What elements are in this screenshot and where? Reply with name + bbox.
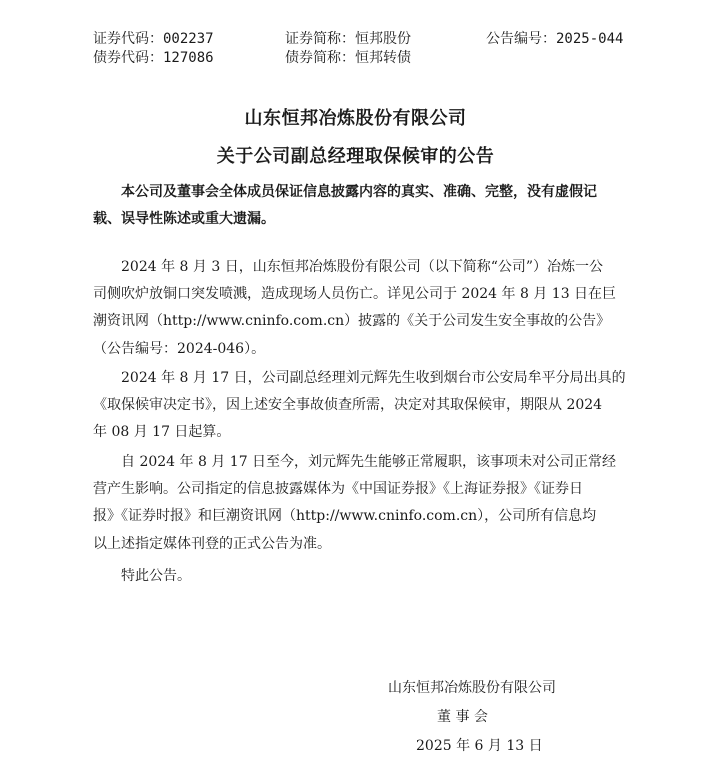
paragraph-line: 2024 年 8 月 3 日，山东恒邦冶炼股份有限公司（以下简称“公司”）冶炼一公 xyxy=(121,259,604,275)
paragraph-line: 2024 年 8 月 17 日，公司副总经理刘元辉先生收到烟台市公安局牟平分局出具的 xyxy=(121,370,626,386)
notice-title: 关于公司副总经理取保候审的公告 xyxy=(216,146,495,167)
signature-board: 董 事 会 xyxy=(437,709,488,725)
paragraph-impact xyxy=(93,449,633,558)
stock-name: 证券简称：恒邦股份 xyxy=(285,31,411,47)
header-row-2 xyxy=(0,47,711,67)
bond-code: 债券代码：127086 xyxy=(93,50,214,66)
paragraph-line: 报》《证券时报》和巨潮资讯网（http://www.cninfo.com.cn），公司所有信息均 xyxy=(93,508,597,525)
paragraph-line: 营产生影响。公司指定的信息披露媒体为《中国证券报》《上海证券报》《证券日 xyxy=(93,481,583,498)
statement-line: 本公司及董事会全体成员保证信息披露内容的真实、准确、完整，没有虚假记 xyxy=(121,184,597,200)
stock-code: 证券代码：002237 xyxy=(93,31,214,47)
paragraph-accident xyxy=(93,254,633,363)
paragraph-bail-decision xyxy=(93,365,633,447)
paragraph-line: 自 2024 年 8 月 17 日至今，刘元辉先生能够正常履职，该事项未对公司正常经 xyxy=(121,454,617,470)
statement-line: 载、误导性陈述或重大遗漏。 xyxy=(93,211,275,228)
paragraph-line: （公告编号：2024-046）。 xyxy=(93,340,266,357)
signature-date: 2025 年 6 月 13 日 xyxy=(416,738,543,754)
board-statement xyxy=(93,179,633,233)
bond-name: 债券简称：恒邦转债 xyxy=(285,50,411,66)
paragraph-line: 司侧吹炉放铜口突发喷溅，造成现场人员伤亡。详见公司于 2024 年 8 月 13 日在巨 xyxy=(93,286,617,303)
closing-line: 特此公告。 xyxy=(121,568,191,584)
paragraph-line: 《取保候审决定书》，因上述安全事故侦查所需，决定对其取保候审，期限从 2024 xyxy=(93,397,603,414)
header-row-1 xyxy=(0,28,711,48)
closing-remark xyxy=(93,563,633,590)
notice-number: 公告编号：2025-044 xyxy=(486,31,624,47)
paragraph-line: 以上述指定媒体刊登的正式公告为准。 xyxy=(93,535,331,552)
company-title: 山东恒邦冶炼股份有限公司 xyxy=(244,108,467,129)
paragraph-line: 潮资讯网（http://www.cninfo.com.cn）披露的《关于公司发生安全事故的公告》 xyxy=(93,313,611,330)
signature-company: 山东恒邦冶炼股份有限公司 xyxy=(388,680,556,696)
paragraph-line: 年 08 月 17 日起算。 xyxy=(93,424,231,441)
